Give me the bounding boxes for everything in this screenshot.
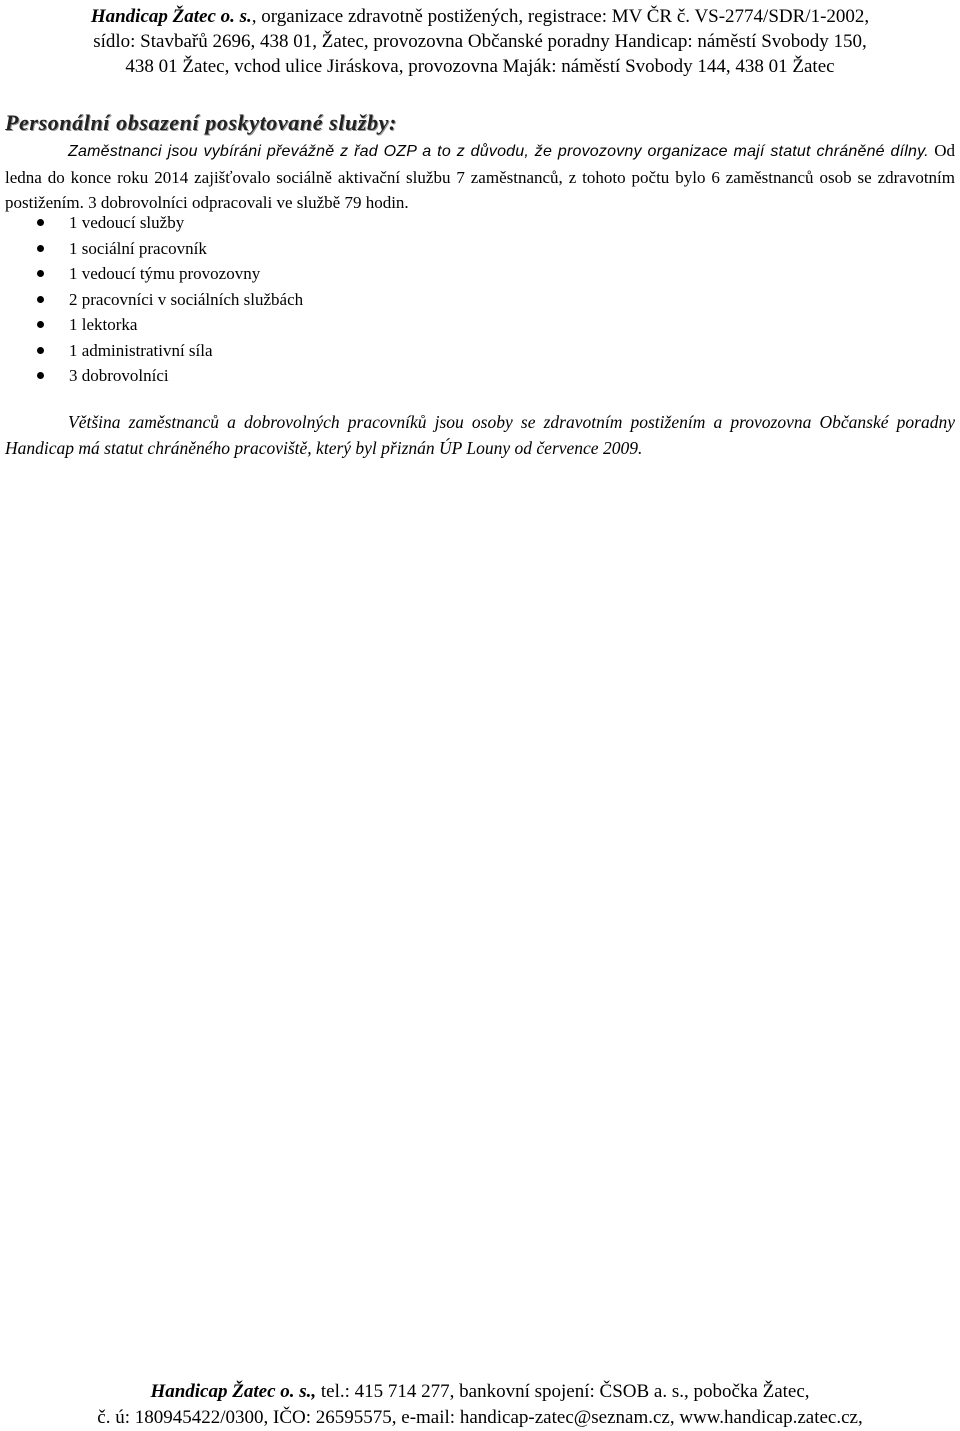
footer-contact: tel.: 415 714 277, bankovní spojení: ČSOB a. s., pobočka Žatec, bbox=[316, 1381, 810, 1402]
footer-line-1 bbox=[0, 1379, 960, 1405]
page-header bbox=[0, 4, 960, 79]
staff-list bbox=[0, 210, 303, 389]
bullet-icon bbox=[37, 321, 44, 328]
list-item: 1 lektorka bbox=[0, 312, 303, 338]
list-item: 1 sociální pracovník bbox=[0, 236, 303, 262]
bullet-icon bbox=[37, 372, 44, 379]
bullet-icon bbox=[37, 245, 44, 252]
list-item: 1 vedoucí služby bbox=[0, 210, 303, 236]
list-item: 1 vedoucí týmu provozovny bbox=[0, 261, 303, 287]
header-org-name: Handicap Žatec o. s. bbox=[90, 6, 252, 27]
list-item: 1 administrativní síla bbox=[0, 338, 303, 364]
header-line-2: sídlo: Stavbařů 2696, 438 01, Žatec, provozovna Občanské poradny Handicap: náměstí Svobody 150, bbox=[93, 31, 867, 52]
footer-org-name: Handicap Žatec o. s., bbox=[150, 1381, 317, 1402]
bullet-icon bbox=[37, 270, 44, 277]
paragraph-part-1: Zaměstnanci jsou vybíráni převážně z řad OZP a to z důvodu, že provozovny organizace mají statut chráněné dílny. bbox=[68, 143, 929, 160]
list-item: 3 dobrovolníci bbox=[0, 363, 303, 389]
header-registration: , organizace zdravotně postižených, registrace: MV ČR č. VS-2774/SDR/1-2002, bbox=[251, 6, 870, 27]
list-item: 2 pracovníci v sociálních službách bbox=[0, 287, 303, 313]
staffing-paragraph bbox=[5, 138, 955, 216]
header-line-1 bbox=[0, 4, 960, 29]
footer-line-2: č. ú: 180945422/0300, IČO: 26595575, e-mail: handicap-zatec@seznam.cz, www.handicap.zatec.cz, bbox=[97, 1407, 863, 1428]
note-text: Většina zaměstnanců a dobrovolných pracovníků jsou osoby se zdravotním postižením a provozovna Občanské poradny Handicap má statut chráněného pracoviště, který byl přiznán ÚP Louny od července 2009. bbox=[5, 412, 955, 458]
protected-workplace-note bbox=[5, 410, 955, 461]
page-footer bbox=[0, 1379, 960, 1431]
bullet-icon bbox=[37, 347, 44, 354]
header-line-3: 438 01 Žatec, vchod ulice Jiráskova, provozovna Maják: náměstí Svobody 144, 438 01 Žatec bbox=[125, 56, 835, 77]
section-title: Personální obsazení poskytované služby: bbox=[5, 110, 397, 135]
bullet-icon bbox=[37, 219, 44, 226]
paragraph-part-2: Od ledna do konce roku 2014 zajišťovalo sociálně aktivační službu 7 zaměstnanců, z tohoto počtu bylo 6 zaměstnanců osob se zdravotním postižením. 3 dobrovolníci odpracovali ve službě 79 hodin. bbox=[5, 141, 955, 212]
bullet-icon bbox=[37, 296, 44, 303]
